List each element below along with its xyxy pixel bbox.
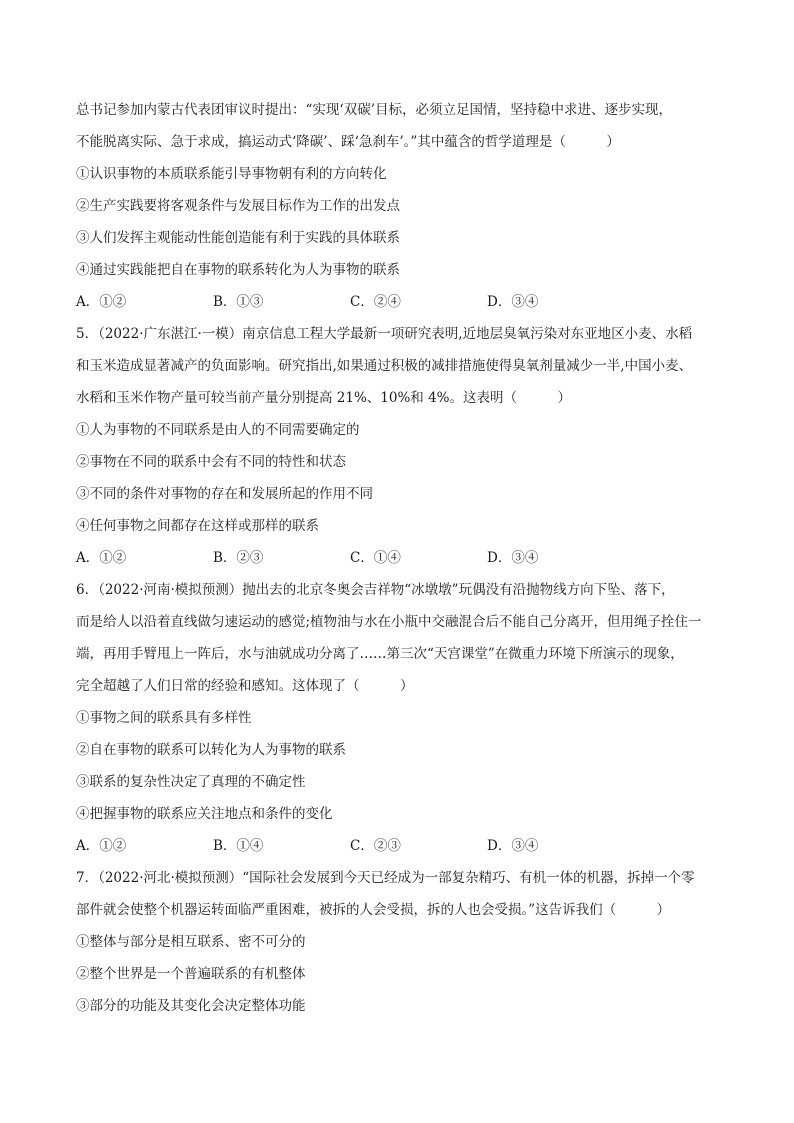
document-page: [76, 94, 724, 1022]
question-stem-line: 7．（2022·河北·模拟预测）“国际社会发展到今天已经成为一部复杂精巧、有机一体的机器，拆掉一个零: [76, 870, 695, 886]
question-5: [76, 318, 724, 574]
question-7: [76, 862, 724, 1022]
option-b[interactable]: B．②③: [213, 550, 264, 566]
question-stem-line: 总书记参加内蒙古代表团审议时提出：“实现‘双碳’目标，必须立足国情，坚持稳中求进、逐步实现，: [76, 102, 672, 118]
answer-options: [76, 542, 724, 574]
statement-item: ②整个世界是一个普遍联系的有机整体: [76, 966, 306, 982]
answer-options: [76, 830, 724, 862]
statement-item: ③人们发挥主观能动性能创造能有利于实践的具体联系: [76, 230, 400, 246]
question-4: [76, 94, 724, 318]
option-c[interactable]: C．②③: [350, 838, 401, 854]
statement-item: ①整体与部分是相互联系、密不可分的: [76, 934, 306, 950]
question-6: [76, 574, 724, 862]
statement-item: ②生产实践要将客观条件与发展目标作为工作的出发点: [76, 198, 400, 214]
option-a[interactable]: A．①②: [76, 550, 127, 566]
answer-options: [76, 286, 724, 318]
statement-item: ③部分的功能及其变化会决定整体功能: [76, 998, 306, 1014]
statement-item: ①人为事物的不同联系是由人的不同需要确定的: [76, 422, 360, 438]
statement-item: ④任何事物之间都存在这样或那样的联系: [76, 518, 319, 534]
option-a[interactable]: A．①②: [76, 294, 127, 310]
question-stem-line: 5．（2022·广东湛江·一模）南京信息工程大学最新一项研究表明,近地层臭氧污染对东亚地区小麦、水稻: [76, 326, 693, 342]
question-stem-line: 水稻和玉米作物产量可较当前产量分别提高 21%、10%和 4%。这表明（ ）: [76, 390, 572, 406]
question-stem-line: 完全超越了人们日常的经验和感知。这体现了（ ）: [76, 678, 414, 694]
statement-item: ②自在事物的联系可以转化为人为事物的联系: [76, 742, 346, 758]
statement-item: ①事物之间的联系具有多样性: [76, 710, 252, 726]
question-stem-line: 6．（2022·河南·模拟预测）抛出去的北京冬奥会吉祥物“冰墩墩”玩偶没有沿抛物线方向下坠、落下，: [76, 582, 675, 598]
statement-item: ①认识事物的本质联系能引导事物朝有利的方向转化: [76, 166, 387, 182]
option-a[interactable]: A．①②: [76, 838, 127, 854]
option-c[interactable]: C．②④: [350, 294, 401, 310]
option-b[interactable]: B．①③: [213, 294, 264, 310]
question-stem-line: 部件就会使整个机器运转面临严重困难，被拆的人会受损，拆的人也会受损。”这告诉我们（ ）: [76, 902, 671, 918]
question-stem-line: 端，再用手臂甩上一阵后，水与油就成功分离了……第三次“天宫课堂”在微重力环境下所演示的现象，: [76, 646, 684, 662]
statement-item: ④把握事物的联系应关注地点和条件的变化: [76, 806, 333, 822]
option-d[interactable]: D．③④: [487, 838, 539, 854]
question-stem-line: 不能脱离实际、急于求成，搞运动式‘降碳’、踩‘急刹车’。”其中蕴含的哲学道理是（ ）: [76, 134, 620, 150]
option-d[interactable]: D．③④: [487, 550, 539, 566]
question-stem-line: 和玉米造成显著减产的负面影响。研究指出,如果通过积极的减排措施使得臭氧剂量减少一半,中国小麦、: [76, 358, 693, 374]
option-b[interactable]: B．①④: [213, 838, 264, 854]
option-d[interactable]: D．③④: [487, 294, 539, 310]
option-c[interactable]: C．①④: [350, 550, 401, 566]
question-stem-line: 而是给人以沿着直线做匀速运动的感觉;植物油与水在小瓶中交融混合后不能自己分离开，但用绳子拴住一: [76, 614, 702, 630]
statement-item: ②事物在不同的联系中会有不同的特性和状态: [76, 454, 346, 470]
statement-item: ④通过实践能把自在事物的联系转化为人为事物的联系: [76, 262, 400, 278]
statement-item: ③不同的条件对事物的存在和发展所起的作用不同: [76, 486, 373, 502]
statement-item: ③联系的复杂性决定了真理的不确定性: [76, 774, 306, 790]
